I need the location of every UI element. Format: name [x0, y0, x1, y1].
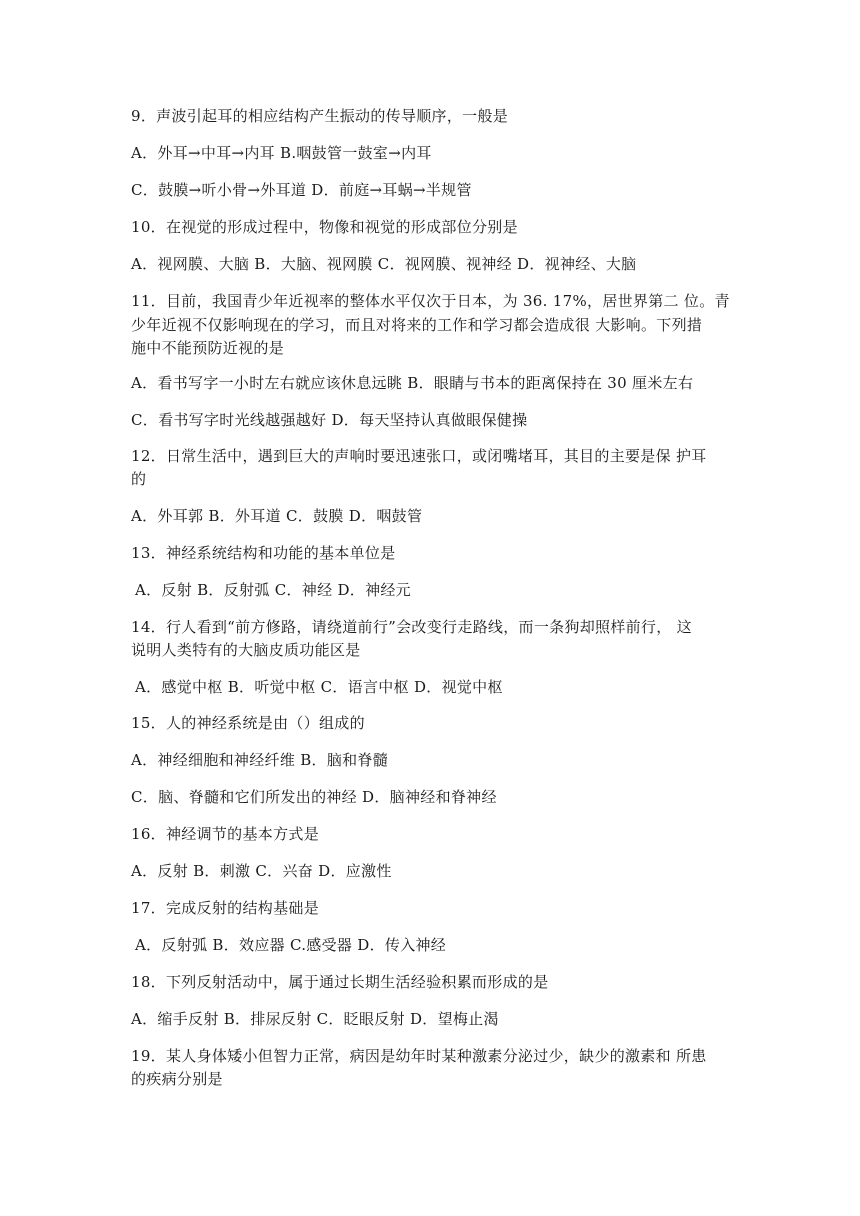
- question-11-options-cd: C．看书写字时光线越强越好 D．每天坚持认真做眼保健操: [131, 411, 528, 429]
- question-18-stem: 18．下列反射活动中，属于通过长期生活经验积累而形成的是: [131, 973, 549, 991]
- question-14-stem-line-1: 14．行人看到“前方修路，请绕道前行”会改变行走路线，而一条狗却照样前行， 这: [131, 618, 692, 636]
- question-10-stem: 10．在视觉的形成过程中，物像和视觉的形成部位分别是: [131, 218, 518, 236]
- question-14-stem-line-2: 说明人类特有的大脑皮质功能区是: [131, 641, 361, 659]
- question-11-stem-line-2: 少年近视不仅影响现在的学习，而且对将来的工作和学习都会造成很 大影响。下列措: [131, 316, 703, 334]
- question-19-stem-line-1: 19．某人身体矮小但智力正常，病因是幼年时某种激素分泌过少，缺少的激素和 所患: [131, 1047, 707, 1065]
- question-14-options: A．感觉中枢 B．听觉中枢 C．语言中枢 D．视觉中枢: [135, 678, 503, 696]
- question-12-options: A．外耳郭 B．外耳道 C．鼓膜 D．咽鼓管: [131, 507, 423, 525]
- question-10-options: A．视网膜、大脑 B．大脑、视网膜 C．视网膜、视神经 D．视神经、大脑: [131, 255, 637, 273]
- question-9-options-cd: C．鼓膜→听小骨→外耳道 D．前庭→耳蜗→半规管: [131, 181, 472, 199]
- question-11-options-ab: A．看书写字一小时左右就应该休息远眺 B．眼睛与书本的距离保持在 30 厘米左右: [131, 374, 694, 392]
- question-17-stem: 17．完成反射的结构基础是: [131, 899, 319, 917]
- question-15-options-ab: A．神经细胞和神经纤维 B．脑和脊髓: [131, 751, 389, 769]
- question-13-stem: 13．神经系统结构和功能的基本单位是: [131, 544, 396, 562]
- question-11-stem-line-3: 施中不能预防近视的是: [131, 339, 285, 357]
- question-16-stem: 16．神经调节的基本方式是: [131, 825, 319, 843]
- question-12-stem-line-1: 12．日常生活中，遇到巨大的声响时要迅速张口，或闭嘴堵耳，其目的主要是保 护耳: [131, 447, 707, 465]
- question-12-stem-line-2: 的: [131, 470, 147, 488]
- question-9-stem: 9．声波引起耳的相应结构产生振动的传导顺序，一般是: [131, 107, 509, 125]
- question-15-options-cd: C．脑、脊髓和它们所发出的神经 D．脑神经和脊神经: [131, 788, 497, 806]
- question-13-options: A．反射 B．反射弧 C．神经 D．神经元: [135, 581, 411, 599]
- question-16-options: A．反射 B．刺激 C．兴奋 D．应激性: [131, 862, 392, 880]
- question-9-options-ab: A．外耳→中耳→内耳 B.咽鼓管一鼓室→内耳: [131, 144, 432, 162]
- question-19-stem-line-2: 的疾病分别是: [131, 1070, 223, 1088]
- question-15-stem: 15．人的神经系统是由（）组成的: [131, 714, 365, 732]
- question-11-stem-line-1: 11．目前，我国青少年近视率的整体水平仅次于日本，为 36. 17%，居世界第二 位。青: [131, 292, 730, 310]
- question-18-options: A．缩手反射 B．排尿反射 C．眨眼反射 D．望梅止渴: [131, 1010, 499, 1028]
- question-17-options: A．反射弧 B．效应器 C.感受器 D．传入神经: [135, 936, 447, 954]
